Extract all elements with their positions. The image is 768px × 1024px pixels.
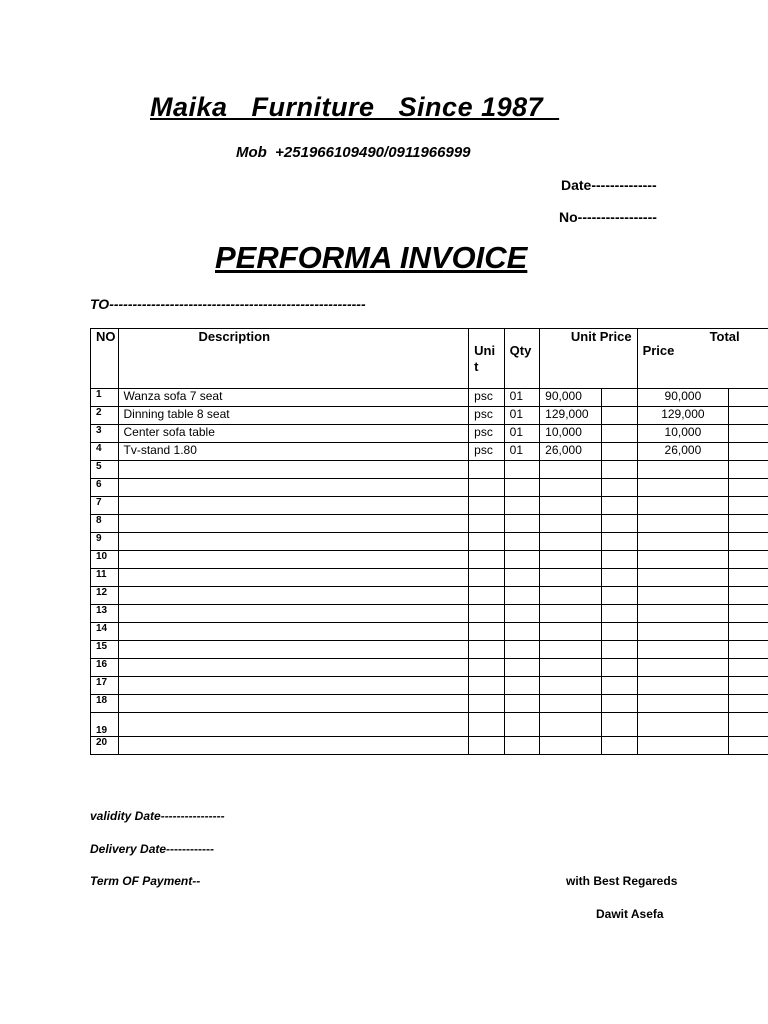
row-no: 12 [91,587,119,605]
invoice-table [90,328,768,755]
row-qty [504,605,540,623]
table-row [91,659,768,677]
row-description [118,551,469,569]
row-no: 7 [91,497,119,515]
row-qty [504,461,540,479]
row-description: Wanza sofa 7 seat [118,389,469,407]
row-total-price: 129,000 [637,407,729,425]
term-of-payment: Term OF Payment-- [90,874,201,888]
row-unit [469,659,505,677]
row-no: 20 [91,737,119,755]
mobile-numbers: Mob +251966109490/0911966999 [236,144,471,161]
row-qty: 01 [504,443,540,461]
row-unit-price-cents [602,623,638,641]
row-total-price [637,497,729,515]
row-unit-price-cents [602,443,638,461]
row-unit [469,641,505,659]
table-row [91,623,768,641]
table-row [91,677,768,695]
table-row [91,389,768,407]
row-qty: 01 [504,425,540,443]
row-unit-price [540,737,602,755]
row-description [118,497,469,515]
row-unit [469,695,505,713]
row-total-price [637,533,729,551]
row-no: 14 [91,623,119,641]
table-row [91,713,768,737]
row-unit-price-cents [602,713,638,737]
row-qty [504,533,540,551]
row-qty [504,695,540,713]
row-qty [504,737,540,755]
invoice-title: PERFORMA INVOICE [215,240,528,275]
signer-name: Dawit Asefa [596,907,664,921]
table-row [91,569,768,587]
row-unit-price [540,515,602,533]
header-unit-price [540,329,637,389]
table-row [91,515,768,533]
row-unit-price-cents [602,461,638,479]
row-description [118,533,469,551]
row-description [118,713,469,737]
row-unit-price-cents [602,425,638,443]
row-unit-price [540,551,602,569]
row-total-price-cents [729,461,768,479]
row-unit-price-cents [602,407,638,425]
row-unit-price [540,677,602,695]
row-description [118,515,469,533]
row-total-price-cents [729,659,768,677]
header-qty-label: Qty [509,343,532,358]
row-unit-price [540,713,602,737]
header-unit [469,329,505,389]
row-description [118,677,469,695]
row-total-price [637,461,729,479]
row-qty [504,641,540,659]
row-no: 8 [91,515,119,533]
row-total-price-cents [729,695,768,713]
table-row [91,443,768,461]
delivery-date: Delivery Date------------ [90,842,214,856]
row-unit-price [540,659,602,677]
row-total-price [637,737,729,755]
row-no: 15 [91,641,119,659]
row-no: 6 [91,479,119,497]
row-unit-price [540,605,602,623]
row-unit [469,569,505,587]
row-description [118,737,469,755]
row-qty [504,587,540,605]
row-total-price-cents [729,443,768,461]
row-unit [469,551,505,569]
table-row [91,479,768,497]
row-total-price-cents [729,569,768,587]
row-no: 4 [91,443,119,461]
row-unit-price [540,461,602,479]
table-header-row [91,329,768,389]
row-unit-price-cents [602,737,638,755]
row-unit-price-cents [602,479,638,497]
row-unit-price [540,497,602,515]
row-unit [469,605,505,623]
row-total-price [637,515,729,533]
row-qty [504,479,540,497]
row-unit-price [540,641,602,659]
header-total-price [637,329,768,389]
validity-date: validity Date---------------- [90,809,225,823]
row-unit [469,515,505,533]
row-no: 13 [91,605,119,623]
row-total-price: 10,000 [637,425,729,443]
row-total-price [637,569,729,587]
row-unit-price-cents [602,659,638,677]
row-unit: psc [469,407,505,425]
table-row [91,605,768,623]
row-unit-price: 129,000 [540,407,602,425]
row-description [118,569,469,587]
row-unit: psc [469,443,505,461]
row-unit-price-cents [602,587,638,605]
date-field: Date-------------- [561,177,657,193]
row-unit-price-cents [602,569,638,587]
row-unit-price: 10,000 [540,425,602,443]
row-unit-price-cents [602,605,638,623]
row-no: 5 [91,461,119,479]
table-row [91,695,768,713]
row-total-price: 90,000 [637,389,729,407]
row-description [118,623,469,641]
header-no: NO [91,329,119,389]
row-total-price-cents [729,587,768,605]
recipient-field: TO------------------------------------------------------- [90,296,366,312]
row-total-price-cents [729,713,768,737]
row-unit [469,713,505,737]
row-unit: psc [469,389,505,407]
row-description [118,659,469,677]
row-total-price [637,677,729,695]
row-qty: 01 [504,389,540,407]
row-no: 18 [91,695,119,713]
row-unit [469,737,505,755]
table-row [91,497,768,515]
row-unit-price: 26,000 [540,443,602,461]
table-row [91,551,768,569]
table-row [91,407,768,425]
row-total-price-cents [729,479,768,497]
row-unit [469,479,505,497]
table-row [91,461,768,479]
table-row [91,737,768,755]
row-unit [469,461,505,479]
row-qty [504,623,540,641]
row-qty [504,551,540,569]
row-total-price-cents [729,737,768,755]
header-description-label: Description [198,329,271,344]
row-no: 19 [91,713,119,737]
row-unit-price-cents [602,533,638,551]
row-total-price-cents [729,605,768,623]
row-unit-price [540,587,602,605]
header-total-label: Total [709,329,740,344]
closing-regards: with Best Regareds [566,874,678,888]
row-unit-price [540,695,602,713]
row-qty: 01 [504,407,540,425]
row-description [118,461,469,479]
row-unit-price-cents [602,389,638,407]
header-description [118,329,469,389]
row-total-price-cents [729,425,768,443]
row-total-price [637,551,729,569]
row-no: 1 [91,389,119,407]
row-total-price [637,713,729,737]
row-unit-price-cents [602,695,638,713]
row-unit-price [540,533,602,551]
row-total-price-cents [729,623,768,641]
row-total-price [637,659,729,677]
row-unit [469,533,505,551]
row-total-price: 26,000 [637,443,729,461]
table-row [91,533,768,551]
row-unit-price [540,479,602,497]
row-total-price-cents [729,497,768,515]
row-unit-price-cents [602,677,638,695]
row-no: 9 [91,533,119,551]
row-total-price [637,587,729,605]
row-qty [504,659,540,677]
row-total-price-cents [729,407,768,425]
row-unit: psc [469,425,505,443]
row-description [118,641,469,659]
row-description [118,605,469,623]
table-row [91,425,768,443]
row-qty [504,677,540,695]
row-qty [504,497,540,515]
row-total-price [637,641,729,659]
row-no: 17 [91,677,119,695]
header-price-label: Price [642,343,675,358]
row-no: 10 [91,551,119,569]
row-total-price-cents [729,533,768,551]
row-unit-price-cents [602,497,638,515]
row-description [118,587,469,605]
row-description: Center sofa table [118,425,469,443]
row-total-price [637,479,729,497]
row-unit [469,587,505,605]
row-total-price-cents [729,641,768,659]
row-unit [469,623,505,641]
row-total-price-cents [729,551,768,569]
header-qty [504,329,540,389]
row-description [118,695,469,713]
table-row [91,641,768,659]
invoice-number-field: No----------------- [559,209,657,225]
row-description: Dinning table 8 seat [118,407,469,425]
row-unit [469,497,505,515]
row-unit-price-cents [602,641,638,659]
row-unit-price-cents [602,551,638,569]
row-no: 3 [91,425,119,443]
header-unit-label: Unit [474,343,496,374]
row-no: 2 [91,407,119,425]
row-qty [504,515,540,533]
header-unit-price-label: Unit Price [570,329,632,344]
company-title: Maika Furniture Since 1987 [150,92,560,122]
row-unit-price-cents [602,515,638,533]
row-unit-price [540,623,602,641]
row-total-price [637,695,729,713]
row-no: 16 [91,659,119,677]
row-unit-price: 90,000 [540,389,602,407]
row-description: Tv-stand 1.80 [118,443,469,461]
row-description [118,479,469,497]
row-unit-price [540,569,602,587]
table-row [91,587,768,605]
row-unit [469,677,505,695]
row-total-price [637,605,729,623]
row-no: 11 [91,569,119,587]
row-qty [504,713,540,737]
row-total-price-cents [729,677,768,695]
row-total-price [637,623,729,641]
row-total-price-cents [729,515,768,533]
row-qty [504,569,540,587]
row-total-price-cents [729,389,768,407]
